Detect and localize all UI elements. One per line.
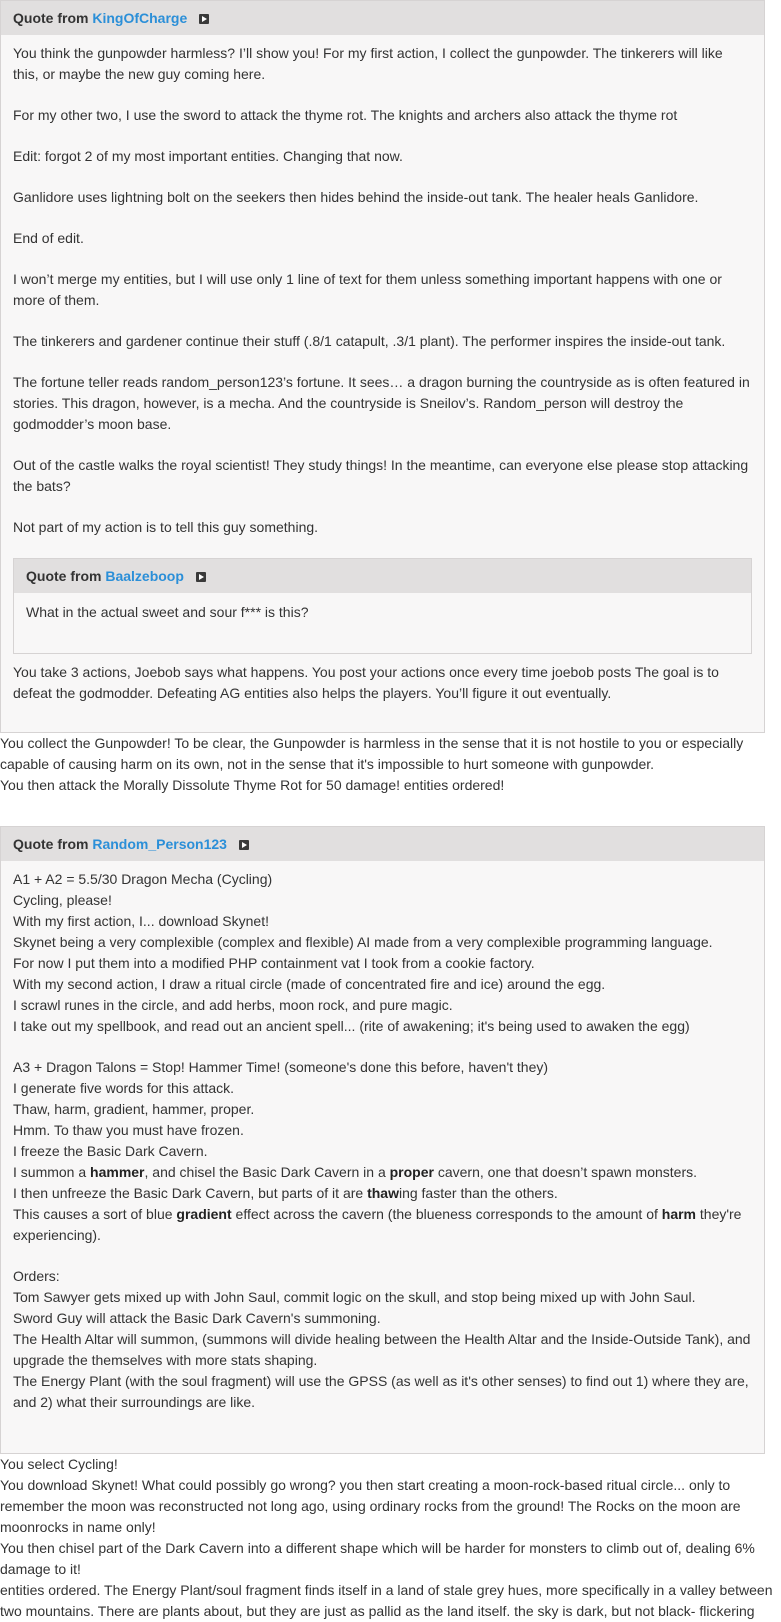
quote-paragraph: I won’t merge my entities, but I will use only 1 line of text for them unless something important happens with one or more of them.: [13, 271, 722, 308]
quote-body: [1, 35, 764, 732]
reply-line: You download Skynet! What could possibly go wrong? you then start creating a moon-rock-based ritual circle... only to remember the moon was reconstructed not long ago, using ordinary rocks from the ground! The Rocks on the moon are moonrocks in name only!: [0, 1477, 741, 1535]
quote-header: [14, 559, 751, 593]
quote-paragraph: Not part of my action is to tell this guy something.: [13, 519, 319, 535]
jump-to-post-icon[interactable]: [196, 572, 206, 582]
text-run: This causes a sort of blue: [13, 1206, 177, 1222]
quote-paragraph: For my other two, I use the sword to attack the thyme rot. The knights and archers also attack the thyme rot: [13, 107, 678, 123]
quote-paragraph: What in the actual sweet and sour f*** is this?: [26, 604, 309, 620]
quote-paragraph: Ganlidore uses lightning bolt on the seekers then hides behind the inside-out tank. The healer heals Ganlidore.: [13, 189, 699, 205]
quote-line: Hmm. To thaw you must have frozen.: [13, 1122, 244, 1138]
text-run: I then unfreeze the Basic Dark Cavern, but parts of it are: [13, 1185, 368, 1201]
jump-to-post-icon[interactable]: [199, 14, 209, 24]
text-run: I summon a: [13, 1164, 91, 1180]
quote-body: [14, 593, 751, 653]
quote-line: Orders:: [13, 1268, 60, 1284]
quote-line: I scrawl runes in the circle, and add herbs, moon rock, and pure magic.: [13, 997, 453, 1013]
quote-line: I freeze the Basic Dark Cavern.: [13, 1143, 208, 1159]
quote-paragraph: Edit: forgot 2 of my most important entities. Changing that now.: [13, 148, 403, 164]
jump-to-post-icon[interactable]: [239, 840, 249, 850]
quote-author-link[interactable]: Baalzeboop: [105, 568, 184, 584]
text-run: ing faster than the others.: [398, 1185, 558, 1201]
text-run: effect across the cavern (the blueness corresponds to the amount of: [231, 1206, 662, 1222]
quote-line: With my second action, I draw a ritual circle (made of concentrated fire and ice) around the egg.: [13, 976, 606, 992]
quote-line: Skynet being a very complexible (complex and flexible) AI made from a very complexible programming language.: [13, 934, 713, 950]
quote-paragraph: End of edit.: [13, 230, 84, 246]
quote-line: Sword Guy will attack the Basic Dark Cavern's summoning.: [13, 1310, 381, 1326]
bold-word-gradient: gradient: [176, 1206, 232, 1222]
reply-text-2: [0, 1454, 781, 1622]
quote-paragraph: The tinkerers and gardener continue their stuff (.8/1 catapult, .3/1 plant). The performer inspires the inside-out tank.: [13, 333, 726, 349]
bold-word-hammer: hammer: [90, 1164, 145, 1180]
quote-line-thaw: [13, 1183, 752, 1204]
quote-block-random-person123: [0, 826, 765, 1454]
reply-line: You then chisel part of the Dark Cavern into a different shape which will be harder for monsters to climb out of, dealing 6% damage to it!: [0, 1540, 755, 1577]
quote-paragraph: Out of the castle walks the royal scientist! They study things! In the meantime, can everyone else please stop attacking the bats?: [13, 457, 749, 494]
quote-line: The Health Altar will summon, (summons will divide healing between the Health Altar and the Inside-Outside Tank), and upgrade the themselves with more stats shaping.: [13, 1331, 751, 1368]
quote-block-kingofcharge: [0, 0, 765, 733]
reply-line: entities ordered. The Energy Plant/soul fragment finds itself in a land of stale grey hues, more specifically in a valley between two mountains. There are plants about, but they are just as pallid as the land itself. the sky is dark, but not black- flickering: [0, 1582, 773, 1619]
bold-word-proper: proper: [389, 1164, 434, 1180]
text-run: cavern, one that doesn’t spawn monsters.: [433, 1164, 698, 1180]
quote-paragraph: The fortune teller reads random_person123’s fortune. It sees… a dragon burning the countryside as is often featured in stories. This dragon, however, is a mecha. And the countryside is Sneilov’s. Random_person will destroy the godmodder’s moon base.: [13, 374, 750, 432]
quote-line: I take out my spellbook, and read out an ancient spell... (rite of awakening; it's being used to awaken the egg): [13, 1018, 690, 1034]
reply-text-1: [0, 733, 781, 796]
quote-line: Tom Sawyer gets mixed up with John Saul, commit logic on the skull, and stop being mixed up with John Saul.: [13, 1289, 696, 1305]
quote-line: A1 + A2 = 5.5/30 Dragon Mecha (Cycling): [13, 871, 273, 887]
quote-line: With my first action, I... download Skynet!: [13, 913, 269, 929]
quote-prefix: Quote from: [26, 568, 102, 584]
reply-line: You select Cycling!: [0, 1456, 118, 1472]
bold-word-harm: harm: [661, 1206, 696, 1222]
quote-line: I generate five words for this attack.: [13, 1080, 234, 1096]
reply-line: You then attack the Morally Dissolute Thyme Rot for 50 damage! entities ordered!: [0, 777, 505, 793]
bold-word-thaw: thaw: [367, 1185, 399, 1201]
text-run: they're experiencing).: [13, 1206, 742, 1243]
quote-line: A3 + Dragon Talons = Stop! Hammer Time! (someone's done this before, haven't they): [13, 1059, 549, 1075]
quote-line: The Energy Plant (with the soul fragment) will use the GPSS (as well as it's other senses) to find out 1) where they are, and 2) what their surroundings are like.: [13, 1373, 749, 1410]
quote-paragraph: You take 3 actions, Joebob says what happens. You post your actions once every time joebob posts The goal is to defeat the godmodder. Defeating AG entities also helps the players. You’ll figure it out eventually.: [13, 664, 719, 701]
quote-line: For now I put them into a modified PHP containment vat I took from a cookie factory.: [13, 955, 535, 971]
quote-prefix: Quote from: [13, 10, 89, 26]
quote-body: [1, 861, 764, 1453]
quote-header: [1, 827, 764, 861]
nested-quote-baalzeboop: [13, 558, 752, 654]
quote-line: Cycling, please!: [13, 892, 112, 908]
quote-prefix: Quote from: [13, 836, 89, 852]
quote-author-link[interactable]: KingOfCharge: [92, 10, 188, 26]
quote-author-link[interactable]: Random_Person123: [92, 836, 227, 852]
quote-line: Thaw, harm, gradient, hammer, proper.: [13, 1101, 255, 1117]
reply-line: You collect the Gunpowder! To be clear, the Gunpowder is harmless in the sense that it is not hostile to you or especially capable of causing harm on its own, not in the sense that it's impossible to hurt someone with gunpowder.: [0, 735, 744, 772]
quote-paragraph: You think the gunpowder harmless? I’ll show you! For my first action, I collect the gunpowder. The tinkerers will like this, or maybe the new guy coming here.: [13, 45, 723, 82]
text-run: , and chisel the Basic Dark Cavern in a: [144, 1164, 390, 1180]
quote-line-gradient: [13, 1204, 752, 1246]
quote-line-summon: [13, 1162, 752, 1183]
quote-header: [1, 1, 764, 35]
